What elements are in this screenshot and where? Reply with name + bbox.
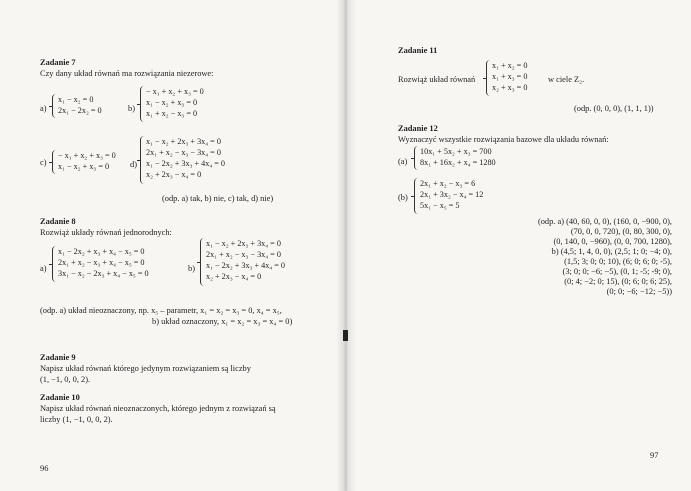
z12-b-system (414, 178, 534, 214)
z7-d-label: d) (130, 160, 137, 169)
z9-text-line2: (1, −1, 0, 0, 2). (40, 375, 91, 384)
equation: x₁ − x₂ = 0 (58, 95, 94, 104)
z11-field: w ciele Z₂. (548, 75, 585, 84)
equation: 3x₁ − x₂ − 2x₃ + x₄ − x₅ = 0 (58, 269, 149, 278)
page-number-right: 97 (650, 451, 659, 460)
equation: 2x₁ − 2x₂ = 0 (58, 106, 102, 115)
z12-title: Zadanie 12 (398, 124, 438, 133)
z7-d-system (140, 136, 270, 184)
equation: 8x₁ + 16x₂ + x₄ = 1280 (420, 158, 496, 167)
answer-line: b) (4,5; 1, 4, 0, 0), (2,5; 1; 0; −4; 0), (551, 247, 672, 256)
equation: x₁ − 2x₂ + 3x₃ + 4x₄ = 0 (146, 159, 226, 168)
z9-title: Zadanie 9 (40, 353, 76, 362)
answer-line: (0; 4; −2; 0; 15), (0; 6; 0; 6; 25), (564, 277, 672, 286)
z7-title: Zadanie 7 (40, 58, 76, 67)
z12-a-system (414, 146, 534, 170)
z7-answer: (odp. a) tak, b) nie, c) tak, d) nie) (162, 194, 274, 203)
equation: x₁ + x₂ − x₃ = 0 (146, 109, 198, 118)
z11-label: Rozwiąż układ równań (398, 75, 476, 84)
z7-b-system (140, 86, 240, 122)
answer-line: (70, 0, 0, 720), (0, 80, 300, 0), (570, 227, 672, 236)
equation: 10x₁ + 5x₂ + x₃ = 700 (420, 147, 492, 156)
equation: 5x₁ − x₅ = 5 (420, 201, 460, 210)
answer-line: (0; 0; −6; −12; −5)) (606, 287, 672, 296)
page-number-left: 96 (40, 464, 49, 473)
equation: x₁ − x₂ + 2x₃ + 3x₄ = 0 (206, 239, 281, 248)
z10-text-line2: liczby (1, −1, 0, 0, 2). (40, 415, 113, 424)
z11-system (486, 60, 546, 96)
equation: 2x₁ + x₂ − x₃ − 3x₄ = 0 (146, 148, 221, 157)
z11-title: Zadanie 11 (398, 46, 438, 55)
answer-line: (odp. a) (40, 60, 0, 0), (160, 0, −900, 0), (537, 217, 672, 226)
z12-text: Wyznaczyć wszystkie rozwiązania bazowe dla układu równań: (398, 135, 609, 144)
thumb-index-tab (343, 330, 348, 341)
z7-text: Czy dany układ równań ma rozwiązania niezerowe: (40, 69, 214, 78)
answer-line: (1,5; 3; 0; 0; 10), (6; 0; 6; 0; -5), (564, 257, 672, 266)
z8-b-system (200, 238, 330, 286)
equation: x₂ + 2x₃ − x₄ = 0 (146, 170, 202, 179)
z7-a-system (52, 94, 132, 118)
z10-text-line1: Napisz układ równań nieoznaczonych, którego jednym z rozwiązań są (40, 404, 276, 413)
answer-line: (0, 140, 0, −960), (0, 0, 700, 1280), (553, 237, 672, 246)
equation: − x₁ + x₂ + x₃ = 0 (58, 151, 116, 160)
z11-answer: (odp. (0, 0, 0), (1, 1, 1)) (574, 104, 654, 113)
equation: − x₁ + x₂ + x₃ = 0 (146, 87, 204, 96)
equation: x₂ + x₃ = 0 (492, 83, 528, 92)
equation: 2x₁ + 3x₂ − x₄ = 12 (420, 190, 484, 199)
equation: 2x₁ + x₂ − x₃ − 3x₄ = 0 (206, 250, 281, 259)
z7-c-label: c) (40, 158, 47, 167)
z8-text: Rozwiąż układy równań jednorodnych: (40, 228, 172, 237)
equation: x₂ + 2x₃ − x₄ = 0 (206, 272, 262, 281)
equation: x₁ − 2x₂ + x₃ + x₄ − x₅ = 0 (58, 247, 145, 256)
z12-b-label: (b) (398, 193, 408, 202)
answer-line: (3; 0; 0; −6; −5), (0, 1; -5; -9; 0), (562, 267, 672, 276)
z12-a-label: (a) (398, 157, 408, 166)
z9-text-line1: Napisz układ równań którego jedynym rozwiązaniem są liczby (40, 364, 251, 373)
z8-answer-line1: (odp. a) układ nieoznaczony, np. x₅ – parametr, x₁ = x₂ = x₃ = 0, x₄ = x₅, (40, 306, 282, 315)
equation: x₁ − x₂ + 2x₃ + 3x₄ = 0 (146, 137, 221, 146)
equation: 2x₁ + x₂ − x₃ + x₄ − x₅ = 0 (58, 258, 145, 267)
z10-title: Zadanie 10 (40, 393, 80, 402)
equation: x₁ − x₂ + x₃ = 0 (146, 98, 198, 107)
z7-c-system (52, 150, 132, 174)
z7-a-label: a) (40, 104, 47, 113)
z8-title: Zadanie 8 (40, 217, 76, 226)
z8-a-label: a) (40, 264, 47, 273)
z8-a-system (52, 246, 182, 282)
equation: x₁ − x₂ + x₃ = 0 (58, 162, 110, 171)
equation: 2x₁ + x₂ − x₃ = 6 (420, 179, 476, 188)
equation: x₁ − 2x₂ + 3x₃ + 4x₄ = 0 (206, 261, 286, 270)
z8-answer-line2: b) układ oznaczony, x₁ = x₂ = x₃ = x₄ = 0) (152, 317, 293, 326)
z12-answer (538, 217, 672, 297)
book-gutter (336, 0, 356, 491)
z8-b-label: b) (188, 264, 195, 273)
z7-b-label: b) (128, 104, 135, 113)
equation: x₁ + x₂ = 0 (492, 61, 528, 70)
equation: x₁ + x₃ = 0 (492, 72, 528, 81)
